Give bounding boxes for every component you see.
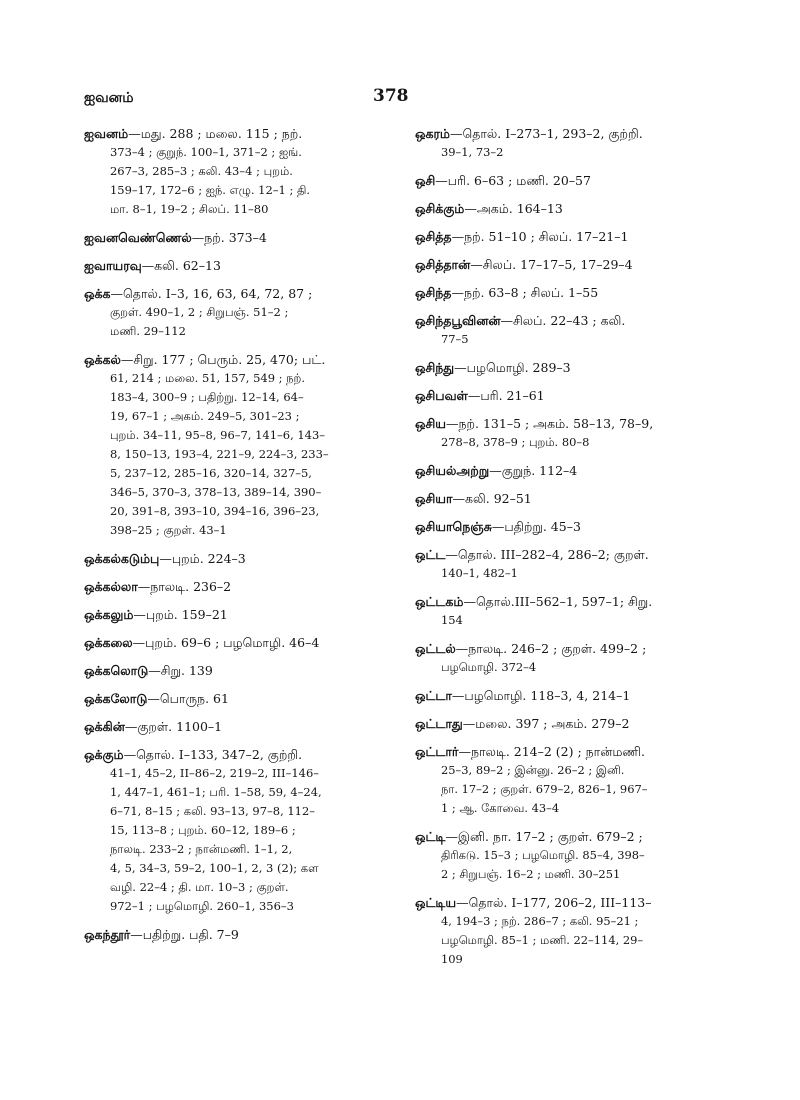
index-entry — [415, 545, 725, 583]
entry-first-line: ஒசிய—நற். 131–5 ; அகம். 58–13, 78–9, — [415, 416, 654, 431]
index-entry — [415, 827, 725, 884]
entry-headword: ஒசிய — [415, 416, 446, 431]
entry-first-line: ஒட்டல்—நாலடி. 246–2 ; குறள். 499–2 ; — [415, 641, 647, 656]
entry-first-line: ஒட்டா—பழமொழி. 118–3, 4, 214–1 — [415, 688, 631, 703]
entry-first-line: ஒக்கும்—தொல். I–133, 347–2, குற்றி. — [84, 747, 303, 762]
index-entry — [415, 489, 725, 508]
index-entry — [415, 171, 725, 190]
running-head: ஐவனம் — [84, 90, 134, 106]
left-column — [84, 124, 406, 953]
entry-first-line: ஒசிந்தபூவினன்—சிலப். 22–43 ; கலி. — [415, 313, 626, 328]
entry-headword: ஒக்கலோடு — [84, 691, 148, 706]
index-entry — [415, 358, 725, 377]
index-entry — [415, 714, 725, 733]
index-entry — [84, 228, 406, 247]
entry-continuation-line: 183–4, 300–9 ; பதிற்று. 12–14, 64– — [110, 390, 304, 404]
index-entry — [84, 745, 406, 916]
entry-headword: ஒகரம் — [415, 126, 450, 141]
right-column — [415, 124, 725, 978]
page-number: 378 — [373, 86, 409, 106]
entry-headword: ஒட்டகம் — [415, 594, 464, 609]
entry-continuation-line: 77–5 — [441, 332, 469, 346]
entry-headword: ஒசித்தான் — [415, 257, 471, 272]
entry-headword: ஒக்கல்கடும்பு — [84, 551, 160, 566]
entry-continuation-line: பழமொழி. 372–4 — [441, 660, 537, 674]
entry-first-line: ஒக்கலோடு—பொருந. 61 — [84, 691, 229, 706]
index-entry — [415, 414, 725, 452]
entry-continuation-line: 61, 214 ; மலை. 51, 157, 549 ; நற். — [110, 371, 306, 385]
entry-headword: ஒட்டார் — [415, 744, 459, 759]
entry-continuation-line: 1, 447–1, 461–1; பரி. 1–58, 59, 4–24, — [110, 785, 322, 799]
entry-headword: ஐவனம் — [84, 126, 129, 141]
entry-continuation-line: மணி. 29–112 — [110, 324, 186, 338]
entry-first-line: ஒட்டாது—மலை. 397 ; அகம். 279–2 — [415, 716, 630, 731]
index-entry — [84, 284, 406, 341]
entry-headword: ஒட்ட — [415, 547, 446, 562]
index-entry — [415, 311, 725, 349]
index-entry — [415, 199, 725, 218]
entry-continuation-line: வழி. 22–4 ; தி. மா. 10–3 ; குறள். — [110, 880, 289, 894]
index-entry — [415, 461, 725, 480]
entry-continuation-line: 267–3, 285–3 ; கலி. 43–4 ; புறம். — [110, 164, 293, 178]
index-entry — [415, 686, 725, 705]
entry-continuation-line: 20, 391–8, 393–10, 394–16, 396–23, — [110, 504, 320, 518]
entry-continuation-line: மா. 8–1, 19–2 ; சிலப். 11–80 — [110, 202, 269, 216]
entry-continuation-line: 154 — [441, 613, 463, 627]
index-entry — [84, 605, 406, 624]
index-entry — [415, 255, 725, 274]
entry-headword: ஒக்கலும் — [84, 607, 134, 622]
index-entry — [84, 124, 406, 219]
entry-headword: ஒசித்த — [415, 229, 452, 244]
entry-headword: ஒசியா — [415, 491, 453, 506]
index-entry — [84, 256, 406, 275]
entry-continuation-line: 159–17, 172–6 ; ஐந். எழு. 12–1 ; தி. — [110, 183, 311, 197]
index-entry — [415, 386, 725, 405]
entry-continuation-line: நாலடி. 233–2 ; நான்மணி. 1–1, 2, — [110, 842, 293, 856]
entry-continuation-line: 4, 194–3 ; நற். 286–7 ; கலி. 95–21 ; — [441, 914, 639, 928]
entry-continuation-line: 41–1, 45–2, II–86–2, 219–2, III–146– — [110, 766, 319, 780]
entry-continuation-line: திரிகடு. 15–3 ; பழமொழி. 85–4, 398– — [441, 848, 645, 862]
index-entry — [415, 893, 725, 969]
index-entry — [84, 925, 406, 944]
entry-headword: ஐவாயரவு — [84, 258, 142, 273]
entry-headword: ஒக்கலை — [84, 635, 133, 650]
entry-headword: ஒக்கலொடு — [84, 663, 149, 678]
entry-continuation-line: 39–1, 73–2 — [441, 145, 504, 159]
entry-continuation-line: 2 ; சிறுபஞ். 16–2 ; மணி. 30–251 — [441, 867, 621, 881]
index-entry — [415, 227, 725, 246]
entry-first-line: ஒசியாநெஞ்சு—பதிற்று. 45–3 — [415, 519, 581, 534]
entry-continuation-line: 19, 67–1 ; அகம். 249–5, 301–23 ; — [110, 409, 300, 423]
entry-continuation-line: 4, 5, 34–3, 59–2, 100–1, 2, 3 (2); கள — [110, 861, 319, 875]
entry-first-line: ஒட்டார்—நாலடி. 214–2 (2) ; நான்மணி. — [415, 744, 645, 759]
entry-first-line: ஒக்கல்லா—நாலடி. 236–2 — [84, 579, 232, 594]
entry-first-line: ஒக்கலை—புறம். 69–6 ; பழமொழி. 46–4 — [84, 635, 320, 650]
entry-headword: ஒட்டி — [415, 829, 446, 844]
entry-continuation-line: 5, 237–12, 285–16, 320–14, 327–5, — [110, 466, 312, 480]
entry-first-line: ஒசித்தான்—சிலப். 17–17–5, 17–29–4 — [415, 257, 633, 272]
index-entry — [415, 283, 725, 302]
entry-first-line: ஒசிபவள்—பரி. 21–61 — [415, 388, 545, 403]
entry-headword: ஒகந்தூர் — [84, 927, 131, 942]
entry-headword: ஒசியாநெஞ்சு — [415, 519, 492, 534]
entry-continuation-line: நா. 17–2 ; குறள். 679–2, 826–1, 967– — [441, 782, 648, 796]
entry-continuation-line: 346–5, 370–3, 378–13, 389–14, 390– — [110, 485, 322, 499]
index-entry — [415, 517, 725, 536]
entry-continuation-line: புறம். 34–11, 95–8, 96–7, 141–6, 143– — [110, 428, 326, 442]
entry-headword: ஒசிந்தபூவினன் — [415, 313, 501, 328]
entry-headword: ஒட்டாது — [415, 716, 463, 731]
entry-continuation-line: பழமொழி. 85–1 ; மணி. 22–114, 29– — [441, 933, 644, 947]
entry-headword: ஒசிந்து — [415, 360, 455, 375]
entry-first-line: ஒட்டகம்—தொல்.III–562–1, 597–1; சிறு. — [415, 594, 653, 609]
entry-continuation-line: 15, 113–8 ; புறம். 60–12, 189–6 ; — [110, 823, 296, 837]
entry-first-line: ஒசி—பரி. 6–63 ; மணி. 20–57 — [415, 173, 591, 188]
entry-first-line: ஒட்டிய—தொல். I–177, 206–2, III–113– — [415, 895, 652, 910]
entry-continuation-line: குறள். 490–1, 2 ; சிறுபஞ். 51–2 ; — [110, 305, 289, 319]
entry-headword: ஒக்கின் — [84, 719, 125, 734]
entry-headword: ஒசிக்கும் — [415, 201, 465, 216]
entry-headword: ஒசிபவள் — [415, 388, 468, 403]
entry-continuation-line: 398–25 ; குறள். 43–1 — [110, 523, 227, 537]
entry-first-line: ஒக்கல்—சிறு. 177 ; பெரும். 25, 470; பட். — [84, 352, 326, 367]
entry-continuation-line: 25–3, 89–2 ; இன்னு. 26–2 ; இனி. — [441, 763, 625, 777]
index-entry — [415, 124, 725, 162]
index-entry — [84, 661, 406, 680]
entry-first-line: ஒசித்த—நற். 51–10 ; சிலப். 17–21–1 — [415, 229, 629, 244]
entry-headword: ஒட்டிய — [415, 895, 457, 910]
entry-first-line: ஒகந்தூர்—பதிற்று. பதி. 7–9 — [84, 927, 239, 942]
index-entry — [84, 689, 406, 708]
index-entry — [84, 717, 406, 736]
entry-first-line: ஐவனவெண்ணெல்—நற். 373–4 — [84, 230, 267, 245]
entry-continuation-line: 109 — [441, 952, 463, 966]
entry-first-line: ஐவனம்—மது. 288 ; மலை. 115 ; நற். — [84, 126, 303, 141]
index-entry — [84, 350, 406, 540]
entry-first-line: ஒசியல்அற்று—குறுந். 112–4 — [415, 463, 578, 478]
index-entry — [84, 549, 406, 568]
entry-continuation-line: 140–1, 482–1 — [441, 566, 518, 580]
index-entry — [84, 633, 406, 652]
entry-first-line: ஒசிந்து—பழமொழி. 289–3 — [415, 360, 571, 375]
page-header — [0, 86, 800, 116]
index-entry — [84, 577, 406, 596]
entry-continuation-line: 6–71, 8–15 ; கலி. 93–13, 97–8, 112– — [110, 804, 316, 818]
entry-headword: ஐவனவெண்ணெல் — [84, 230, 192, 245]
entry-continuation-line: 972–1 ; பழமொழி. 260–1, 356–3 — [110, 899, 294, 913]
entry-first-line: ஒசிந்த—நற். 63–8 ; சிலப். 1–55 — [415, 285, 599, 300]
entry-headword: ஒக்கல்லா — [84, 579, 138, 594]
entry-headword: ஒக்க — [84, 286, 111, 301]
entry-headword: ஒசிந்த — [415, 285, 452, 300]
entry-first-line: ஒக்கலும்—புறம். 159–21 — [84, 607, 228, 622]
index-entry — [415, 742, 725, 818]
entry-first-line: ஒட்ட—தொல். III–282–4, 286–2; குறள். — [415, 547, 649, 562]
entry-headword: ஒசியல்அற்று — [415, 463, 490, 478]
index-entry — [415, 592, 725, 630]
entry-first-line: ஒட்டி—இனி. நா. 17–2 ; குறள். 679–2 ; — [415, 829, 643, 844]
entry-headword: ஒட்டா — [415, 688, 452, 703]
entry-first-line: ஒக்க—தொல். I–3, 16, 63, 64, 72, 87 ; — [84, 286, 313, 301]
entry-headword: ஒட்டல் — [415, 641, 456, 656]
entry-headword: ஒசி — [415, 173, 436, 188]
entry-continuation-line: 278–8, 378–9 ; புறம். 80–8 — [441, 435, 590, 449]
entry-first-line: ஒக்கலொடு—சிறு. 139 — [84, 663, 213, 678]
entry-continuation-line: 8, 150–13, 193–4, 221–9, 224–3, 233– — [110, 447, 329, 461]
entry-first-line: ஐவாயரவு—கலி. 62–13 — [84, 258, 221, 273]
entry-first-line: ஒசிக்கும்—அகம். 164–13 — [415, 201, 563, 216]
entry-continuation-line: 373–4 ; குறுந். 100–1, 371–2 ; ஐங். — [110, 145, 302, 159]
entry-first-line: ஒக்கின்—குறள். 1100–1 — [84, 719, 223, 734]
entry-first-line: ஒசியா—கலி. 92–51 — [415, 491, 532, 506]
entry-headword: ஒக்கும் — [84, 747, 124, 762]
entry-first-line: ஒக்கல்கடும்பு—புறம். 224–3 — [84, 551, 246, 566]
entry-continuation-line: 1 ; ஆ. கோவை. 43–4 — [441, 801, 560, 815]
entry-headword: ஒக்கல் — [84, 352, 121, 367]
index-entry — [415, 639, 725, 677]
entry-first-line: ஒகரம்—தொல். I–273–1, 293–2, குற்றி. — [415, 126, 643, 141]
